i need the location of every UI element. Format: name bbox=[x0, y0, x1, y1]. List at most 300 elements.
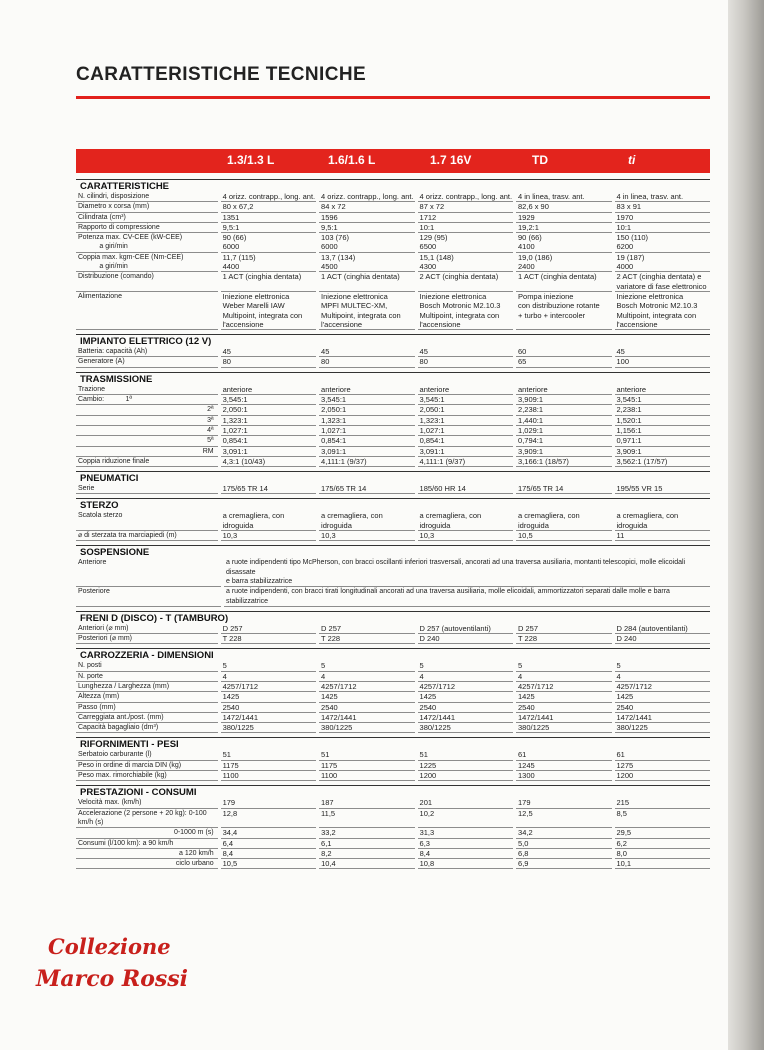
spec-row bbox=[76, 416, 710, 426]
cell-value: 3,166:1 (18/57) bbox=[516, 457, 611, 467]
spec-row bbox=[76, 447, 710, 457]
row-label: 0-1000 m (s) bbox=[76, 828, 218, 838]
cell-value: 45 bbox=[221, 347, 316, 357]
cell-value: 1425 bbox=[418, 692, 513, 702]
cell-value: 1200 bbox=[418, 771, 513, 781]
cell-value: 51 bbox=[418, 750, 513, 760]
cell-value: 4,111:1 (9/37) bbox=[319, 457, 414, 467]
spec-row bbox=[76, 357, 710, 367]
cell-value: 4,3:1 (10/43) bbox=[221, 457, 316, 467]
cell-value: 1472/1441 bbox=[615, 713, 710, 723]
cell-value: 8,4 bbox=[221, 849, 316, 859]
spec-row bbox=[76, 202, 710, 212]
cell-value: 1351 bbox=[221, 213, 316, 223]
cell-value: 129 (95) 6500 bbox=[418, 233, 513, 253]
row-label: N. porte bbox=[76, 672, 218, 682]
watermark-line-1: Collezione bbox=[48, 934, 171, 959]
spec-row bbox=[76, 272, 710, 292]
cell-value: a cremagliera, con idroguida bbox=[615, 511, 710, 531]
row-label: Rapporto di compressione bbox=[76, 223, 218, 233]
cell-value: 380/1225 bbox=[615, 723, 710, 733]
cell-value: 4 in linea, trasv. ant. bbox=[615, 192, 710, 202]
cell-value: 2540 bbox=[615, 703, 710, 713]
row-label: Cambio: 1ª bbox=[76, 395, 218, 405]
cell-value: 90 (66) 6000 bbox=[221, 233, 316, 253]
cell-value: 1,323:1 bbox=[418, 416, 513, 426]
page-edge-shadow bbox=[728, 0, 764, 1050]
cell-value: anteriore bbox=[516, 385, 611, 395]
spec-row bbox=[76, 484, 710, 494]
title-rule bbox=[76, 96, 710, 99]
row-label: Serbatoio carburante (l) bbox=[76, 750, 218, 760]
cell-value: 1 ACT (cinghia dentata) bbox=[516, 272, 611, 292]
cell-value: D 257 bbox=[516, 624, 611, 634]
cell-value: 1929 bbox=[516, 213, 611, 223]
cell-value: 3,091:1 bbox=[418, 447, 513, 457]
spec-row bbox=[76, 558, 710, 587]
row-label: Peso in ordine di marcia DIN (kg) bbox=[76, 761, 218, 771]
cell-value: a cremagliera, con idroguida bbox=[221, 511, 316, 531]
spec-row bbox=[76, 426, 710, 436]
cell-value: 60 bbox=[516, 347, 611, 357]
spec-row bbox=[76, 849, 710, 859]
row-label: Carreggiata ant./post. (mm) bbox=[76, 713, 218, 723]
cell-value: 19,2:1 bbox=[516, 223, 611, 233]
cell-value: a cremagliera, con idroguida bbox=[319, 511, 414, 531]
row-label: Lunghezza / Larghezza (mm) bbox=[76, 682, 218, 692]
cell-value: 11,7 (115) 4400 bbox=[221, 253, 316, 273]
cell-value: 2 ACT (cinghia dentata) bbox=[418, 272, 513, 292]
cell-value: 4 orizz. contrapp., long. ant. bbox=[419, 192, 513, 201]
spec-row bbox=[76, 624, 710, 634]
cell-value: 380/1225 bbox=[319, 723, 414, 733]
cell-value: anteriore bbox=[615, 385, 710, 395]
cell-value: 201 bbox=[418, 798, 513, 808]
cell-value: 3,562:1 (17/57) bbox=[615, 457, 710, 467]
cell-value: 34,4 bbox=[221, 828, 316, 838]
cell-value: 33,2 bbox=[319, 828, 414, 838]
cell-value: 1 ACT (cinghia dentata) bbox=[319, 272, 414, 292]
cell-value: 1175 bbox=[221, 761, 316, 771]
spec-row bbox=[76, 213, 710, 223]
cell-value: 0,971:1 bbox=[615, 436, 710, 446]
page-title: CARATTERISTICHE TECNICHE bbox=[76, 64, 367, 85]
spec-row bbox=[76, 531, 710, 541]
row-label: Trazione bbox=[76, 385, 218, 395]
spec-row bbox=[76, 587, 710, 607]
cell-value: 103 (76) 6000 bbox=[319, 233, 414, 253]
cell-value: 3,091:1 bbox=[221, 447, 316, 457]
cell-value: 10,5 bbox=[221, 859, 316, 869]
cell-value: 10,1 bbox=[615, 859, 710, 869]
cell-value: 15,1 (148) 4300 bbox=[418, 253, 513, 273]
cell-value: 4257/1712 bbox=[221, 682, 316, 692]
spec-row bbox=[76, 682, 710, 692]
spec-row bbox=[76, 395, 710, 405]
row-label: a 120 km/h bbox=[76, 849, 218, 859]
cell-value: 4 bbox=[615, 672, 710, 682]
spec-row bbox=[76, 713, 710, 723]
cell-value: 1,440:1 bbox=[516, 416, 611, 426]
cell-value: 84 x 72 bbox=[319, 202, 414, 212]
cell-value: 2,050:1 bbox=[319, 405, 414, 415]
column-header: 1.6/1.6 L bbox=[328, 153, 376, 167]
row-label: Anteriore bbox=[76, 558, 221, 587]
cell-value: 150 (110) 6200 bbox=[615, 233, 710, 253]
cell-value: anteriore bbox=[319, 385, 414, 395]
cell-value: 187 bbox=[319, 798, 414, 808]
row-label: Coppia riduzione finale bbox=[76, 457, 218, 467]
column-header-bar bbox=[76, 149, 710, 173]
cell-value: 10,2 bbox=[418, 809, 513, 829]
cell-value: 179 bbox=[516, 798, 611, 808]
spec-row bbox=[76, 385, 710, 395]
cell-value: 1,027:1 bbox=[221, 426, 316, 436]
cell-value: 5 bbox=[615, 661, 710, 671]
cell-value: 34,2 bbox=[516, 828, 611, 838]
cell-value: 1970 bbox=[615, 213, 710, 223]
column-header: 1.7 16V bbox=[430, 153, 472, 167]
row-label: 5ª bbox=[76, 436, 218, 446]
cell-value: 8,4 bbox=[418, 849, 513, 859]
cell-value: 6,8 bbox=[516, 849, 611, 859]
row-label: Serie bbox=[76, 484, 218, 494]
cell-value: 1472/1441 bbox=[221, 713, 316, 723]
cell-value: 83 x 91 bbox=[615, 202, 710, 212]
watermark-line-2: Marco Rossi bbox=[36, 966, 189, 992]
cell-value: 1100 bbox=[221, 771, 316, 781]
spec-row bbox=[76, 750, 710, 760]
cell-value: 2,050:1 bbox=[418, 405, 513, 415]
cell-value: 175/65 TR 14 bbox=[516, 484, 611, 494]
cell-value: 4,111:1 (9/37) bbox=[418, 457, 513, 467]
row-label: Peso max. rimorchiabile (kg) bbox=[76, 771, 218, 781]
cell-value: Iniezione elettronica Weber Marelli IAW Multipoint, integrata con l'accensione bbox=[221, 292, 316, 330]
column-header: ti bbox=[628, 153, 636, 167]
row-label: 3ª bbox=[76, 416, 218, 426]
cell-value: 1472/1441 bbox=[516, 713, 611, 723]
row-label: 4ª bbox=[76, 426, 218, 436]
cell-value: Pompa iniezione con distribuzione rotante + turbo + intercooler bbox=[516, 292, 611, 330]
cell-value: 4 bbox=[418, 672, 513, 682]
spec-row bbox=[76, 771, 710, 781]
cell-value: Iniezione elettronica Bosch Motronic M2.10.3 Multipoint, integrata con l'accensione bbox=[418, 292, 513, 330]
row-label: Distribuzione (comando) bbox=[76, 272, 218, 292]
cell-value: 175/65 TR 14 bbox=[319, 484, 414, 494]
cell-value: 380/1225 bbox=[418, 723, 513, 733]
cell-value: 10,3 bbox=[418, 531, 513, 541]
cell-value: 10:1 bbox=[615, 223, 710, 233]
cell-value: 80 x 67,2 bbox=[221, 202, 316, 212]
cell-value: 1100 bbox=[319, 771, 414, 781]
cell-value: 6,1 bbox=[319, 839, 414, 849]
cell-value: 82,6 x 90 bbox=[516, 202, 611, 212]
cell-value: 1200 bbox=[615, 771, 710, 781]
cell-value: 2540 bbox=[418, 703, 513, 713]
section-title: STERZO bbox=[76, 498, 710, 511]
cell-value: 3,909:1 bbox=[615, 447, 710, 457]
cell-value: 1425 bbox=[516, 692, 611, 702]
spec-row bbox=[76, 723, 710, 733]
row-value-full: a ruote indipendenti tipo McPherson, con bracci oscillanti inferiori trasversali, ancorati ad una traversa ausiliaria, montanti telescopici, molle elicoidali disassate e barra stabilizzatrice bbox=[224, 558, 710, 587]
row-label: Coppia max. kgm-CEE (Nm-CEE) a giri/min bbox=[76, 253, 218, 273]
cell-value: Iniezione elettronica Bosch Motronic M2.10.3 Multipoint, integrata con l'accensione bbox=[615, 292, 710, 330]
cell-value: 1,156:1 bbox=[615, 426, 710, 436]
cell-value: D 257 bbox=[221, 624, 316, 634]
cell-value: 80 bbox=[319, 357, 414, 367]
cell-value: 1,520:1 bbox=[615, 416, 710, 426]
cell-value: 10,3 bbox=[319, 531, 414, 541]
row-label: N. posti bbox=[76, 661, 218, 671]
cell-value: 0,854:1 bbox=[418, 436, 513, 446]
cell-value: 3,545:1 bbox=[418, 395, 513, 405]
row-label: Passo (mm) bbox=[76, 703, 218, 713]
section-title: PRESTAZIONI - CONSUMI bbox=[76, 785, 710, 798]
cell-value: 1,323:1 bbox=[221, 416, 316, 426]
spec-table bbox=[76, 175, 710, 869]
row-label: Generatore (A) bbox=[76, 357, 218, 367]
section-title: FRENI D (DISCO) - T (TAMBURO) bbox=[76, 611, 710, 624]
cell-value: 1175 bbox=[319, 761, 414, 771]
cell-value: 2,050:1 bbox=[221, 405, 316, 415]
spec-row bbox=[76, 347, 710, 357]
cell-value: 5 bbox=[221, 661, 316, 671]
cell-value: 10,8 bbox=[418, 859, 513, 869]
spec-row bbox=[76, 703, 710, 713]
cell-value: 1,027:1 bbox=[418, 426, 513, 436]
cell-value: 3,545:1 bbox=[319, 395, 414, 405]
cell-value: 4 bbox=[516, 672, 611, 682]
cell-value: 5 bbox=[319, 661, 414, 671]
cell-value: 12,8 bbox=[221, 809, 316, 829]
cell-value: 11 bbox=[615, 531, 710, 541]
cell-value: 1425 bbox=[615, 692, 710, 702]
row-label: Accelerazione (2 persone + 20 kg): 0-100 km/h (s) bbox=[76, 809, 218, 829]
cell-value: 2,238:1 bbox=[615, 405, 710, 415]
cell-value: 5,0 bbox=[516, 839, 611, 849]
spec-row bbox=[76, 828, 710, 838]
row-label: Anteriori (⌀ mm) bbox=[76, 624, 218, 634]
cell-value: D 284 (autoventilanti) bbox=[615, 624, 710, 634]
cell-value: 4 in linea, trasv. ant. bbox=[516, 192, 611, 202]
cell-value: 3,909:1 bbox=[516, 447, 611, 457]
spec-row bbox=[76, 798, 710, 808]
spec-row bbox=[76, 661, 710, 671]
cell-value: 8,0 bbox=[615, 849, 710, 859]
cell-value: 4257/1712 bbox=[418, 682, 513, 692]
cell-value: anteriore bbox=[221, 385, 316, 395]
cell-value: 2540 bbox=[319, 703, 414, 713]
spec-row bbox=[76, 672, 710, 682]
spec-row bbox=[76, 634, 710, 644]
cell-value: 1472/1441 bbox=[319, 713, 414, 723]
cell-value: 1596 bbox=[319, 213, 414, 223]
section-title: CARROZZERIA - DIMENSIONI bbox=[76, 648, 710, 661]
cell-value: 51 bbox=[319, 750, 414, 760]
cell-value: 10,3 bbox=[221, 531, 316, 541]
cell-value: 10,5 bbox=[516, 531, 611, 541]
row-label: Potenza max. CV-CEE (kW-CEE) a giri/min bbox=[76, 233, 218, 253]
row-label: Scatola sterzo bbox=[76, 511, 218, 531]
cell-value: 87 x 72 bbox=[418, 202, 513, 212]
cell-value: 0,794:1 bbox=[516, 436, 611, 446]
cell-value: 10,4 bbox=[319, 859, 414, 869]
cell-value: 195/55 VR 15 bbox=[615, 484, 710, 494]
cell-value: 5 bbox=[418, 661, 513, 671]
cell-value: 61 bbox=[516, 750, 611, 760]
spec-row bbox=[76, 859, 710, 869]
cell-value: D 240 bbox=[615, 634, 710, 644]
cell-value: 1225 bbox=[418, 761, 513, 771]
row-label: N. cilindri, disposizione bbox=[76, 192, 218, 202]
row-label: Batteria: capacità (Ah) bbox=[76, 347, 218, 357]
cell-value: 12,5 bbox=[516, 809, 611, 829]
row-label: Consumi (l/100 km): a 90 km/h bbox=[76, 839, 218, 849]
cell-value: 29,5 bbox=[615, 828, 710, 838]
cell-value: 1275 bbox=[615, 761, 710, 771]
cell-value: 1245 bbox=[516, 761, 611, 771]
cell-value: 6,4 bbox=[221, 839, 316, 849]
cell-value: 80 bbox=[221, 357, 316, 367]
row-label: Posteriore bbox=[76, 587, 221, 607]
cell-value: 8,2 bbox=[319, 849, 414, 859]
cell-value: 4257/1712 bbox=[615, 682, 710, 692]
spec-row bbox=[76, 511, 710, 531]
row-label: Capacità bagagliaio (dm³) bbox=[76, 723, 218, 733]
cell-value: anteriore bbox=[418, 385, 513, 395]
cell-value: 9,5:1 bbox=[221, 223, 316, 233]
cell-value: 179 bbox=[221, 798, 316, 808]
column-header: TD bbox=[532, 153, 548, 167]
cell-value: T 228 bbox=[516, 634, 611, 644]
spec-row bbox=[76, 192, 710, 202]
cell-value: 0,854:1 bbox=[221, 436, 316, 446]
cell-value: 100 bbox=[615, 357, 710, 367]
cell-value: D 240 bbox=[418, 634, 513, 644]
cell-value: 2540 bbox=[516, 703, 611, 713]
cell-value: 380/1225 bbox=[221, 723, 316, 733]
row-label: RM bbox=[76, 447, 218, 457]
spec-row bbox=[76, 233, 710, 253]
cell-value: 61 bbox=[615, 750, 710, 760]
cell-value: 80 bbox=[418, 357, 513, 367]
section-title: IMPIANTO ELETTRICO (12 V) bbox=[76, 334, 710, 347]
spec-row bbox=[76, 405, 710, 415]
cell-value: 1,027:1 bbox=[319, 426, 414, 436]
cell-value: 5 bbox=[516, 661, 611, 671]
cell-value: 90 (66) 4100 bbox=[516, 233, 611, 253]
cell-value: 13,7 (134) 4500 bbox=[319, 253, 414, 273]
cell-value: T 228 bbox=[319, 634, 414, 644]
spec-row bbox=[76, 457, 710, 467]
cell-value: 2540 bbox=[221, 703, 316, 713]
cell-value: 4 bbox=[221, 672, 316, 682]
cell-value: 45 bbox=[319, 347, 414, 357]
cell-value: 31,3 bbox=[418, 828, 513, 838]
cell-value: 1,323:1 bbox=[319, 416, 414, 426]
cell-value: 45 bbox=[418, 347, 513, 357]
cell-value: 45 bbox=[615, 347, 710, 357]
cell-value: 1472/1441 bbox=[418, 713, 513, 723]
row-label: 2ª bbox=[76, 405, 218, 415]
cell-value: 3,091:1 bbox=[319, 447, 414, 457]
spec-row bbox=[76, 292, 710, 330]
row-label: Alimentazione bbox=[76, 292, 218, 330]
cell-value: 3,909:1 bbox=[516, 395, 611, 405]
row-value-full: a ruote indipendenti, con bracci tirati longitudinali ancorati ad una traversa ausiliaria, molle elicoidali, ammortizzatori separati dalle molle e barra stabilizzatrice bbox=[224, 587, 710, 607]
cell-value: 9,5:1 bbox=[319, 223, 414, 233]
cell-value: 3,545:1 bbox=[221, 395, 316, 405]
cell-value: 380/1225 bbox=[516, 723, 611, 733]
cell-value: 3,545:1 bbox=[615, 395, 710, 405]
cell-value: T 228 bbox=[221, 634, 316, 644]
cell-value: a cremagliera, con idroguida bbox=[418, 511, 513, 531]
cell-value: 2 ACT (cinghia dentata) e variatore di fase elettronico bbox=[615, 272, 710, 292]
collector-watermark bbox=[22, 934, 222, 1014]
spec-row bbox=[76, 761, 710, 771]
row-label: Altezza (mm) bbox=[76, 692, 218, 702]
spec-row bbox=[76, 692, 710, 702]
cell-value: a cremagliera, con idroguida bbox=[516, 511, 611, 531]
section-title: SOSPENSIONE bbox=[76, 545, 710, 558]
cell-value: 4257/1712 bbox=[319, 682, 414, 692]
row-label: Diametro x corsa (mm) bbox=[76, 202, 218, 212]
cell-value: 1300 bbox=[516, 771, 611, 781]
cell-value: 1712 bbox=[418, 213, 513, 223]
row-label: Velocità max. (km/h) bbox=[76, 798, 218, 808]
cell-value: 19,0 (186) 2400 bbox=[516, 253, 611, 273]
cell-value: 51 bbox=[221, 750, 316, 760]
cell-value: 6,2 bbox=[615, 839, 710, 849]
cell-value: 11,5 bbox=[319, 809, 414, 829]
cell-value: 1,029:1 bbox=[516, 426, 611, 436]
cell-value: 6,3 bbox=[418, 839, 513, 849]
cell-value: 1425 bbox=[319, 692, 414, 702]
cell-value: 1425 bbox=[221, 692, 316, 702]
spec-row bbox=[76, 436, 710, 446]
cell-value: 6,9 bbox=[516, 859, 611, 869]
cell-value: 4257/1712 bbox=[516, 682, 611, 692]
cell-value: 8,5 bbox=[615, 809, 710, 829]
cell-value: 19 (187) 4000 bbox=[615, 253, 710, 273]
cell-value: 2,238:1 bbox=[516, 405, 611, 415]
section-title: CARATTERISTICHE bbox=[76, 179, 710, 192]
cell-value: 10:1 bbox=[418, 223, 513, 233]
column-header: 1.3/1.3 L bbox=[227, 153, 275, 167]
row-label: Cilindrata (cm³) bbox=[76, 213, 218, 223]
cell-value: 4 orizz. contrapp., long. ant. bbox=[321, 192, 414, 201]
cell-value: 4 orizz. contrapp., long. ant. bbox=[222, 192, 316, 201]
row-label: ciclo urbano bbox=[76, 859, 218, 869]
spec-row bbox=[76, 253, 710, 273]
section-title: PNEUMATICI bbox=[76, 471, 710, 484]
cell-value: 65 bbox=[516, 357, 611, 367]
cell-value: 4 bbox=[319, 672, 414, 682]
cell-value: 175/65 TR 14 bbox=[221, 484, 316, 494]
cell-value: 185/60 HR 14 bbox=[418, 484, 513, 494]
cell-value: 215 bbox=[615, 798, 710, 808]
section-title: RIFORNIMENTI - PESI bbox=[76, 737, 710, 750]
cell-value: 0,854:1 bbox=[319, 436, 414, 446]
cell-value: 1 ACT (cinghia dentata) bbox=[221, 272, 316, 292]
spec-row bbox=[76, 809, 710, 829]
row-label: ⌀ di sterzata tra marciapiedi (m) bbox=[76, 531, 218, 541]
cell-value: D 257 bbox=[319, 624, 414, 634]
section-title: TRASMISSIONE bbox=[76, 372, 710, 385]
spec-row bbox=[76, 223, 710, 233]
spec-row bbox=[76, 839, 710, 849]
row-label: Posteriori (⌀ mm) bbox=[76, 634, 218, 644]
